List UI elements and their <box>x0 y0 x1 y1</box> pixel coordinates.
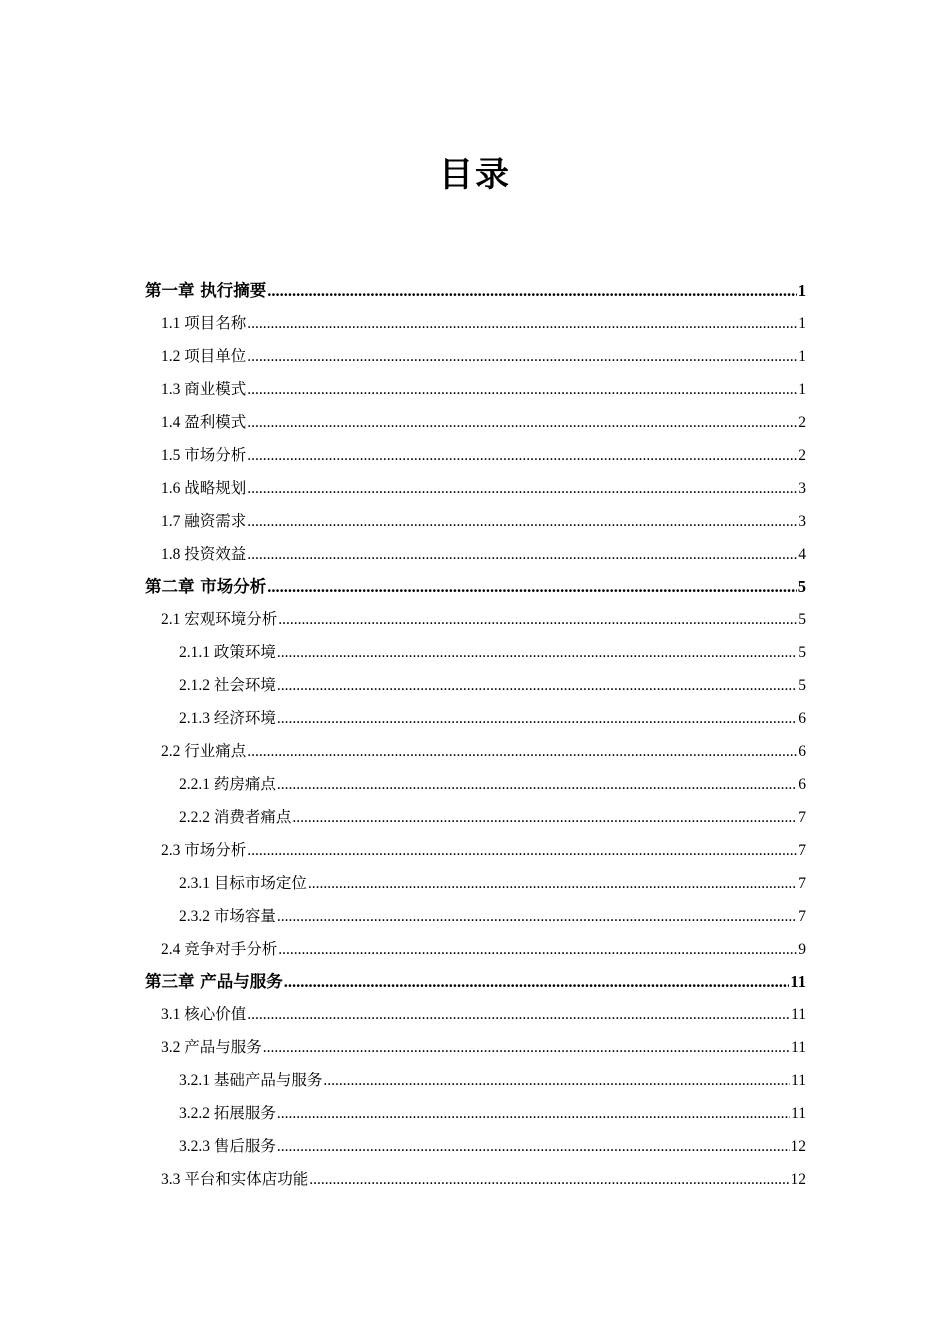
toc-entry-subsection[interactable] <box>145 866 806 899</box>
toc-entry-label: 3.2.1 基础产品与服务 <box>179 1072 323 1089</box>
toc-page-number: 11 <box>791 1072 806 1089</box>
toc-page-number: 4 <box>798 546 806 563</box>
toc-page-number: 1 <box>797 281 806 300</box>
toc-dot-leader <box>277 775 797 795</box>
toc-entry-label: 1.1 项目名称 <box>161 315 247 332</box>
toc-entry-label: 2.1.2 社会环境 <box>179 677 276 694</box>
toc-entry-section[interactable] <box>145 1030 806 1063</box>
toc-dot-leader <box>263 1038 790 1058</box>
toc-page-number: 1 <box>798 381 806 398</box>
toc-dot-leader <box>247 545 797 565</box>
toc-entry-section[interactable] <box>145 932 806 965</box>
toc-entry-section[interactable] <box>145 405 806 438</box>
toc-entry-subsection[interactable] <box>145 1063 806 1096</box>
toc-entry-label: 2.4 竞争对手分析 <box>161 941 278 958</box>
toc-entry-label: 2.2.2 消费者痛点 <box>179 809 292 826</box>
toc-entry-label: 1.8 投资效益 <box>161 546 247 563</box>
toc-entry-label: 1.3 商业模式 <box>161 381 247 398</box>
toc-page-number: 11 <box>790 972 806 991</box>
toc-page-number: 7 <box>798 842 806 859</box>
table-of-contents <box>145 274 806 1195</box>
toc-dot-leader <box>277 643 797 663</box>
toc-dot-leader <box>247 1005 790 1025</box>
toc-entry-label: 1.7 融资需求 <box>161 513 247 530</box>
toc-entry-label: 3.1 核心价值 <box>161 1006 247 1023</box>
toc-page-number: 11 <box>791 1105 806 1122</box>
toc-entry-section[interactable] <box>145 602 806 635</box>
toc-entry-subsection[interactable] <box>145 701 806 734</box>
toc-page-number: 5 <box>797 577 806 596</box>
toc-dot-leader <box>277 1137 790 1157</box>
toc-dot-leader <box>247 347 797 367</box>
toc-entry-label: 2.2 行业痛点 <box>161 743 247 760</box>
toc-entry-subsection[interactable] <box>145 1096 806 1129</box>
toc-entry-subsection[interactable] <box>145 800 806 833</box>
toc-dot-leader <box>308 874 797 894</box>
toc-entry-label: 2.2.1 药房痛点 <box>179 776 276 793</box>
toc-entry-label: 3.2.2 拓展服务 <box>179 1105 276 1122</box>
toc-entry-label: 第一章 执行摘要 <box>145 281 267 300</box>
toc-entry-label: 3.3 平台和实体店功能 <box>161 1171 309 1188</box>
toc-page-number: 7 <box>798 908 806 925</box>
toc-page-number: 6 <box>798 710 806 727</box>
toc-entry-section[interactable] <box>145 471 806 504</box>
toc-page-number: 1 <box>798 315 806 332</box>
toc-entry-subsection[interactable] <box>145 899 806 932</box>
toc-entry-label: 2.1.3 经济环境 <box>179 710 276 727</box>
toc-page-number: 12 <box>790 1138 806 1155</box>
toc-page-number: 5 <box>798 677 806 694</box>
toc-dot-leader <box>267 281 797 301</box>
toc-entry-label: 2.1 宏观环境分析 <box>161 611 278 628</box>
toc-entry-label: 1.4 盈利模式 <box>161 414 247 431</box>
toc-dot-leader <box>247 742 797 762</box>
toc-entry-label: 2.3 市场分析 <box>161 842 247 859</box>
page-title: 目录 <box>439 155 511 195</box>
toc-entry-chapter[interactable] <box>145 570 806 602</box>
toc-entry-subsection[interactable] <box>145 1129 806 1162</box>
toc-dot-leader <box>247 512 797 532</box>
toc-entry-label: 1.6 战略规划 <box>161 480 247 497</box>
toc-entry-label: 2.1.1 政策环境 <box>179 644 276 661</box>
toc-page-number: 5 <box>798 611 806 628</box>
toc-dot-leader <box>247 446 797 466</box>
toc-page-number: 9 <box>798 941 806 958</box>
toc-entry-label: 1.2 项目单位 <box>161 348 247 365</box>
toc-page-number: 11 <box>791 1006 806 1023</box>
toc-page-number: 7 <box>798 875 806 892</box>
toc-entry-section[interactable] <box>145 537 806 570</box>
toc-dot-leader <box>247 380 797 400</box>
toc-entry-section[interactable] <box>145 997 806 1030</box>
toc-entry-label: 3.2.3 售后服务 <box>179 1138 276 1155</box>
toc-entry-chapter[interactable] <box>145 965 806 997</box>
toc-dot-leader <box>267 577 797 597</box>
toc-dot-leader <box>247 841 797 861</box>
toc-dot-leader <box>277 676 797 696</box>
toc-dot-leader <box>277 1104 790 1124</box>
toc-dot-leader <box>284 972 790 992</box>
toc-entry-section[interactable] <box>145 339 806 372</box>
toc-dot-leader <box>277 709 797 729</box>
toc-entry-section[interactable] <box>145 504 806 537</box>
toc-entry-chapter[interactable] <box>145 274 806 306</box>
toc-dot-leader <box>278 610 797 630</box>
toc-page-number: 5 <box>798 644 806 661</box>
toc-page-number: 7 <box>798 809 806 826</box>
toc-entry-label: 1.5 市场分析 <box>161 447 247 464</box>
toc-page-number: 2 <box>798 447 806 464</box>
toc-entry-label: 3.2 产品与服务 <box>161 1039 262 1056</box>
toc-entry-section[interactable] <box>145 1162 806 1195</box>
toc-entry-label: 2.3.1 目标市场定位 <box>179 875 307 892</box>
toc-page-number: 6 <box>798 743 806 760</box>
toc-page-number: 2 <box>798 414 806 431</box>
toc-dot-leader <box>323 1071 790 1091</box>
toc-dot-leader <box>247 479 797 499</box>
toc-dot-leader <box>247 314 797 334</box>
toc-dot-leader <box>277 907 797 927</box>
toc-entry-section[interactable] <box>145 372 806 405</box>
toc-entry-section[interactable] <box>145 833 806 866</box>
toc-entry-label: 第三章 产品与服务 <box>145 972 283 991</box>
toc-page-number: 1 <box>798 348 806 365</box>
toc-entry-subsection[interactable] <box>145 767 806 800</box>
toc-dot-leader <box>292 808 797 828</box>
toc-page-number: 12 <box>790 1171 806 1188</box>
toc-dot-leader <box>247 413 797 433</box>
toc-entry-section[interactable] <box>145 306 806 339</box>
toc-entry-subsection[interactable] <box>145 635 806 668</box>
toc-entry-label: 第二章 市场分析 <box>145 577 267 596</box>
toc-entry-section[interactable] <box>145 734 806 767</box>
toc-dot-leader <box>309 1170 789 1190</box>
toc-page-number: 3 <box>798 513 806 530</box>
toc-entry-section[interactable] <box>145 438 806 471</box>
toc-page-number: 11 <box>791 1039 806 1056</box>
toc-page-number: 3 <box>798 480 806 497</box>
toc-page-number: 6 <box>798 776 806 793</box>
toc-entry-subsection[interactable] <box>145 668 806 701</box>
toc-entry-label: 2.3.2 市场容量 <box>179 908 276 925</box>
toc-dot-leader <box>278 940 797 960</box>
